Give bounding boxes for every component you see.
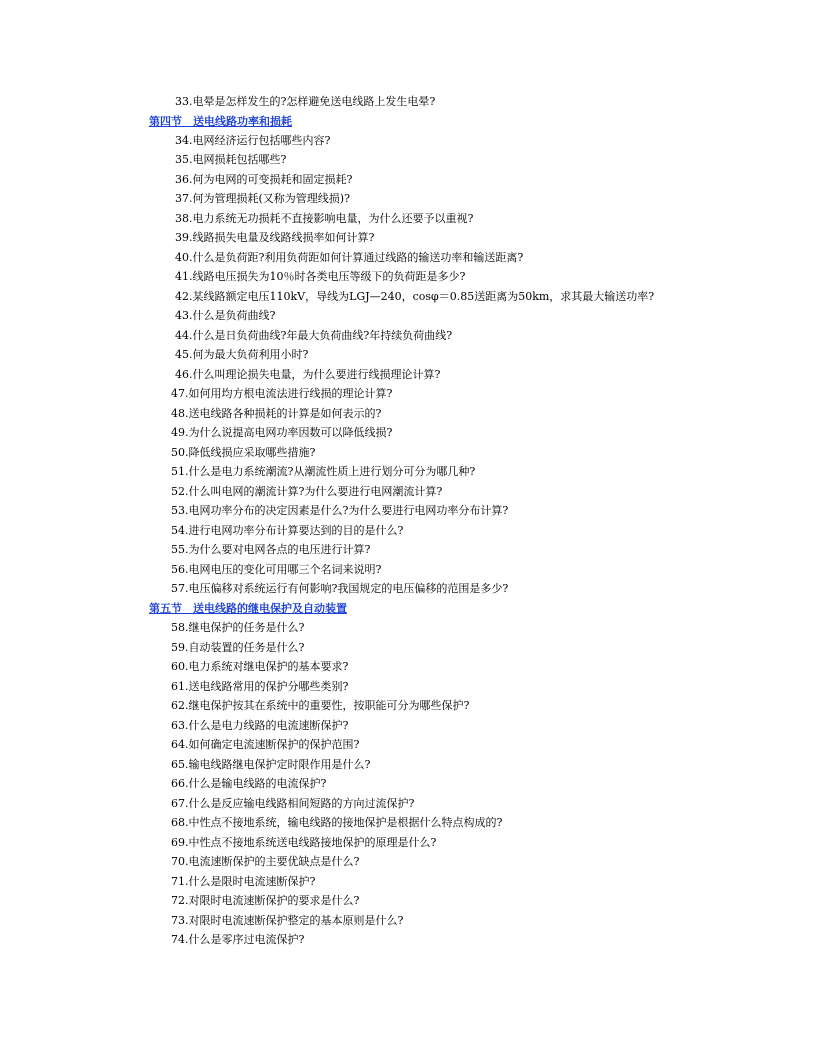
question-70: 70.电流速断保护的主要优缺点是什么?	[171, 855, 360, 868]
question-36: 36.何为电网的可变损耗和固定损耗?	[175, 173, 353, 186]
question-50: 50.降低线损应采取哪些措施?	[171, 446, 316, 459]
question-69: 69.中性点不接地系统送电线路接地保护的原理是什么?	[171, 836, 437, 849]
question-45: 45.何为最大负荷利用小时?	[175, 348, 309, 361]
question-57: 57.电压偏移对系统运行有何影响?我国规定的电压偏移的范围是多少?	[171, 582, 509, 595]
question-62: 62.继电保护按其在系统中的重要性，按职能可分为哪些保护?	[171, 699, 470, 712]
question-68: 68.中性点不接地系统，输电线路的接地保护是根据什么特点构成的?	[171, 816, 503, 829]
question-40: 40.什么是负荷距?利用负荷距如何计算通过线路的输送功率和输送距离?	[175, 251, 524, 264]
question-44: 44.什么是日负荷曲线?年最大负荷曲线?年持续负荷曲线?	[175, 329, 453, 342]
question-47: 47.如何用均方根电流法进行线损的理论计算?	[171, 387, 393, 400]
question-43: 43.什么是负荷曲线?	[175, 309, 276, 322]
question-37: 37.何为管理损耗(又称为管理线损)?	[175, 192, 350, 205]
question-34: 34.电网经济运行包括哪些内容?	[175, 134, 331, 147]
question-42: 42.某线路额定电压110kV，导线为LGJ—240，cosφ＝0.85送距离为50km，求其最大输送功率?	[175, 290, 655, 303]
question-72: 72.对限时电流速断保护的要求是什么?	[171, 894, 360, 907]
question-48: 48.送电线路各种损耗的计算是如何表示的?	[171, 407, 382, 420]
question-67: 67.什么是反应输电线路相间短路的方向过流保护?	[171, 797, 415, 810]
question-41: 41.线路电压损失为10％时各类电压等级下的负荷距是多少?	[175, 270, 466, 283]
question-71: 71.什么是限时电流速断保护?	[171, 875, 316, 888]
question-52: 52.什么叫电网的潮流计算?为什么要进行电网潮流计算?	[171, 485, 443, 498]
question-56: 56.电网电压的变化可用哪三个名词来说明?	[171, 563, 382, 576]
question-51: 51.什么是电力系统潮流?从潮流性质上进行划分可分为哪几种?	[171, 465, 476, 478]
question-39: 39.线路损失电量及线路线损率如何计算?	[175, 231, 375, 244]
question-54: 54.进行电网功率分布计算要达到的目的是什么?	[171, 524, 404, 537]
question-66: 66.什么是输电线路的电流保护?	[171, 777, 327, 790]
question-59: 59.自动装置的任务是什么?	[171, 641, 305, 654]
question-33: 33.电晕是怎样发生的?怎样避免送电线路上发生电晕?	[175, 95, 436, 108]
question-35: 35.电网损耗包括哪些?	[175, 153, 287, 166]
question-73: 73.对限时电流速断保护整定的基本原则是什么?	[171, 914, 404, 927]
question-58: 58.继电保护的任务是什么?	[171, 621, 305, 634]
section-heading-4[interactable]: 第四节 送电线路功率和损耗	[149, 115, 292, 128]
question-46: 46.什么叫理论损失电量，为什么要进行线损理论计算?	[175, 368, 441, 381]
question-53: 53.电网功率分布的决定因素是什么?为什么要进行电网功率分布计算?	[171, 504, 509, 517]
question-74: 74.什么是零序过电流保护?	[171, 933, 305, 946]
question-61: 61.送电线路常用的保护分哪些类别?	[171, 680, 349, 693]
question-49: 49.为什么说提高电网功率因数可以降低线损?	[171, 426, 393, 439]
question-63: 63.什么是电力线路的电流速断保护?	[171, 719, 349, 732]
section-heading-5[interactable]: 第五节 送电线路的继电保护及自动装置	[149, 602, 347, 615]
question-64: 64.如何确定电流速断保护的保护范围?	[171, 738, 360, 751]
question-65: 65.输电线路继电保护定时限作用是什么?	[171, 758, 371, 771]
question-60: 60.电力系统对继电保护的基本要求?	[171, 660, 349, 673]
question-38: 38.电力系统无功损耗不直接影响电量，为什么还要予以重视?	[175, 212, 474, 225]
question-55: 55.为什么要对电网各点的电压进行计算?	[171, 543, 371, 556]
